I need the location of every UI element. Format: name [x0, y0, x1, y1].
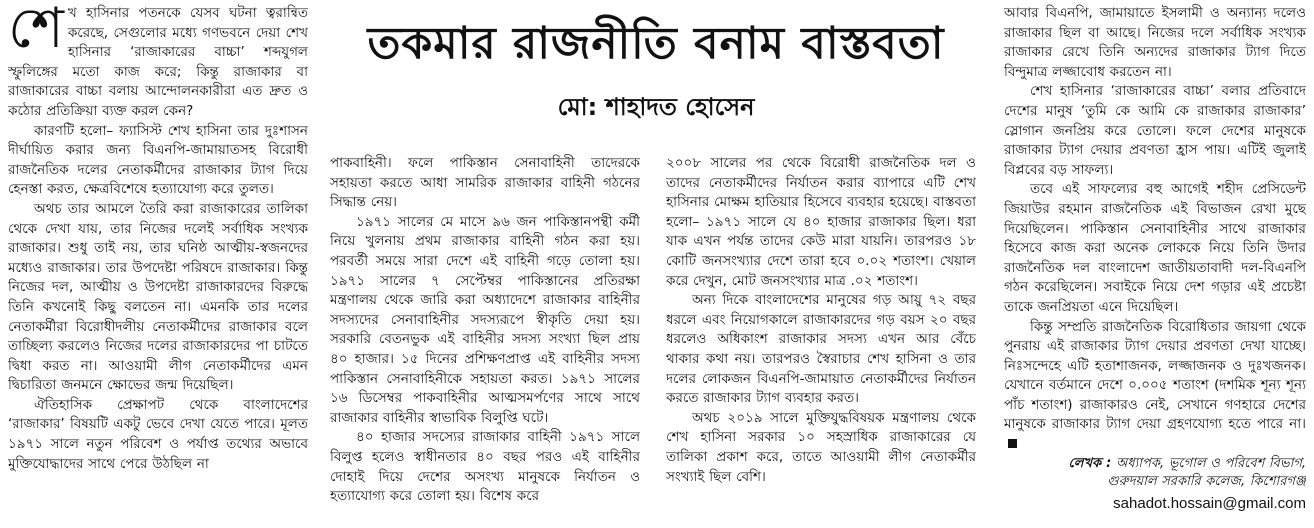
paragraph: ১৯৭১ সালের মে মাসে ৯৬ জন পাকিস্তানপন্থী কর্মী নিয়ে খুলনায় প্রথম রাজাকার বাহিনী গঠন করা হয়। পরবর্তী সময়ে সারা দেশে এই বাহিনী গড়ে তোলা হয়। ১৯৭১ সালের ৭ সেপ্টেম্বর পাকিস্তানের প্রতিরক্ষা মন্ত্রণালয় থেকে জারি করা অধ্যাদেশে রাজাকার বাহিনীর সদস্যদের সেনাবাহিনীর সদস্যরূপে স্বীকৃতি দেয়া হয়। সরকারি বেতনভুক এই বাহিনীর সদস্য সংখ্যা ছিল প্রায় ৪০ হাজার। ১৫ দিনের প্রশিক্ষণপ্রাপ্ত এই বাহিনীর সদস্য পাকিস্তান সেনাবাহিনীকে সহায়তা করত। ১৯৭১ সালের ১৬ ডিসেম্বর পাকবাহিনীর আত্মসমর্পণের সাথে সাথে রাজাকার বাহিনীর স্বাভাবিক বিলুপ্তি ঘটে। [330, 213, 640, 426]
author-credit [1004, 455, 1306, 473]
paragraph-text: খ হাসিনার পতনকে যেসব ঘটনা ত্বরান্বিত করেছে, সেগুলোর মধ্যে গণভবনে দেয়া শেখ হাসিনার ‘রাজাকারের বাচ্চা’ শব্দযুগল স্ফুলিঙ্গের মতো কাজ করে; কিন্তু রাজাকার বা রাজাকারের বাচ্চা বলায় আন্দোলনকারীরা এত দ্রুত ও কঠোর প্রতিক্রিয়া ব্যক্ত করল কেন? [8, 5, 308, 119]
drop-cap: শে [8, 4, 64, 61]
paragraph: ৪০ হাজার সদস্যের রাজাকার বাহিনী ১৯৭১ সালে বিলুপ্ত হলেও স্বাধীনতার ৪০ বছর পরও এই বাহিনীর দোহাই দিয়ে দেশের অসংখ্য মানুষকে নির্যাতন ও হত্যাযোগ্য করে তোলা হয়। বিশেষ করে [330, 429, 640, 505]
article-column-1 [8, 4, 308, 528]
article-column-3 [666, 154, 976, 528]
article-column-2 [330, 154, 640, 528]
article-headline: তকমার রাজনীতি বনাম বাস্তবতা [367, 18, 945, 69]
paragraph: ঐতিহাসিক প্রেক্ষাপট থেকে বাংলাদেশের ‘রাজাকার’ বিষয়টি একটু ভেবে দেখা যেতে পারে। মূলত ১৯৭১ সালে নতুন পরিবেশ ও পর্যাপ্ত তথ্যের অভাবে মুক্তিযোদ্ধাদের সাথে পেরে উঠছিল না [8, 396, 308, 472]
article-column-4 [1004, 4, 1306, 528]
author-email[interactable]: sahadot.hossain@gmail.com [1113, 494, 1306, 512]
paragraph-text: কিন্তু সম্প্রতি রাজনৈতিক বিরোধিতার জায়গা থেকে পুনরায় এই রাজাকার ট্যাগ দেয়ার প্রবণতা দেখা যাচ্ছে। নিঃসন্দেহে এটি হতাশাজনক, লজ্জাজনক ও দুঃখজনক। যেখানে বর্তমানে দেশে ০.০০৫ শতাংশ (দশমিক শূন্য শূন্য পাঁচ শতাংশ) রাজাকারও নেই, সেখানে গণহারে দেশের মানুষকে রাজাকার ট্যাগ দেয়া গ্রহণযোগ্য হতে পারে না। [1004, 318, 1306, 433]
paragraph: অথচ তার আমলে তৈরি করা রাজাকারের তালিকা থেকে দেখা যায়, তার নিজের দলেই সর্বাধিক সংখ্যক রাজাকার। শুধু তাই নয়, তার ঘনিষ্ঠ আত্মীয়-স্বজনদের মধ্যেও রাজাকার। তার উপদেষ্টা পরিষদে রাজাকার। কিন্তু নিজের দল, আত্মীয় ও উপদেষ্টা রাজাকারদের বিরুদ্ধে তিনি কখনোই কিছু বলতেন না। এমনকি তার দলের নেতাকর্মীরা বিরোধীদলীয় নেতাকর্মীদের রাজাকার বলে তাচ্ছিল্য করলেও নিজের দলের রাজাকারদের পা চাটতে দ্বিধা করত না। আওয়ামী লীগ নেতাকর্মীদের এমন দ্বিচারিতা জনমনে ক্ষোভের জন্ম দিয়েছিল। [8, 200, 308, 394]
paragraph: অন্য দিকে বাংলাদেশের মানুষের গড় আয়ু ৭২ বছর ধরলে এবং নিয়োগকালে রাজাকারদের গড় বয়স ২০ বছর ধরলেও অধিকাংশ রাজাকার সদস্য এখন আর বেঁচে থাকার কথা নয়। তারপরও স্বৈরাচার শেখ হাসিনা ও তার দলের লোকজন বিএনপি-জামায়াত নেতাকর্মীদের নির্যাতন করতে রাজাকার ট্যাগ ব্যবহার করত। [666, 292, 976, 407]
author-label: লেখক : [1068, 455, 1112, 471]
paragraph: শেখ হাসিনার ‘রাজাকারের বাচ্চা’ বলার প্রতিবাদে দেশের মানুষ ‘তুমি কে আমি কে রাজাকার রাজাকার’ স্লোগান জনপ্রিয় করে তোলে। ফলে দেশের মানুষকে রাজাকার ট্যাগ দেয়ার প্রবণতা হ্রাস পায়। এটিই জুলাই বিপ্লবের বড় সাফল্য। [1004, 83, 1306, 178]
paragraph: পাকবাহিনী। ফলে পাকিস্তান সেনাবাহিনী তাদেরকে সহায়তা করতে আধা সামরিক রাজাকার বাহিনী গঠনের সিদ্ধান্ত নেয়। [330, 155, 640, 211]
author-institution: গুরুদয়াল সরকারি কলেজ, কিশোরগঞ্জ [1107, 473, 1306, 489]
end-mark-icon [1008, 439, 1017, 448]
paragraph: আবার বিএনপি, জামায়াতে ইসলামী ও অন্যান্য দলেও রাজাকার ছিল বা আছে। নিজের দলে সর্বাধিক সংখ্যক রাজাকার রেখে তিনি অন্যদের রাজাকার ট্যাগ দিতে বিন্দুমাত্র লজ্জাবোধ করতেন না। [1004, 5, 1306, 80]
paragraph: অথচ ২০১৯ সালে মুক্তিযুদ্ধবিষয়ক মন্ত্রণালয় থেকে শেখ হাসিনা সরকার ১০ সহস্রাধিক রাজাকারের যে তালিকা প্রকাশ করে, তাতে আওয়ামী লীগ নেতাকর্মীর সংখ্যাই ছিল বেশি। [666, 409, 976, 485]
paragraph: ২০০৮ সালের পর থেকে বিরোধী রাজনৈতিক দল ও তাদের নেতাকর্মীদের নির্যাতন করার ব্যাপারে এটি শেখ হাসিনার মোক্ষম হাতিয়ার হিসেবে ব্যবহার হয়েছে। বাস্তবতা হলো– ১৯৭১ সালে যে ৪০ হাজার রাজাকার ছিল। ধরা যাক এখন পর্যন্ত তাদের কেউ মারা যায়নি। তারপরও ১৮ কোটি জনসংখ্যার দেশে তারা হবে ০.০২ শতাংশ। খেয়াল করে দেখুন, মোট জনসংখ্যার মাত্র .০২ শতাংশ। [666, 155, 976, 289]
paragraph [1004, 318, 1306, 455]
paragraph [8, 4, 308, 122]
article-byline: মো: শাহাদত হোসেন [557, 93, 755, 121]
author-designation: অধ্যাপক, ভূগোল ও পরিবেশ বিভাগ, [1115, 455, 1306, 471]
paragraph: কারণটি হলো– ফ্যাসিস্ট শেখ হাসিনা তার দুঃশাসন দীর্ঘায়িত করার জন্য বিএনপি-জামায়াতসহ বিরোধী রাজনৈতিক দলের নেতাকর্মীদের রাজাকার ট্যাগ দিয়ে হেনস্তা করত, ক্ষেত্রবিশেষে হত্যাযোগ্য করে তুলত। [8, 122, 308, 198]
paragraph: তবে এই সাফল্যের বহু আগেই শহীদ প্রেসিডেন্ট জিয়াউর রহমান রাজনৈতিক এই বিভাজন রেখা মুছে দিয়েছিলেন। পাকিস্তান সেনাবাহিনীর সাথে রাজাকার হিসেবে কাজ করা অনেক লোককে নিয়ে তিনি উদার রাজনৈতিক দল বাংলাদেশ জাতীয়তাবাদী দল-বিএনপি গঠন করেছিলেন। সবাইকে নিয়ে দেশ গড়ার এই প্রচেষ্টা তাকে জনপ্রিয়তা এনে দিয়েছিল। [1004, 181, 1306, 315]
